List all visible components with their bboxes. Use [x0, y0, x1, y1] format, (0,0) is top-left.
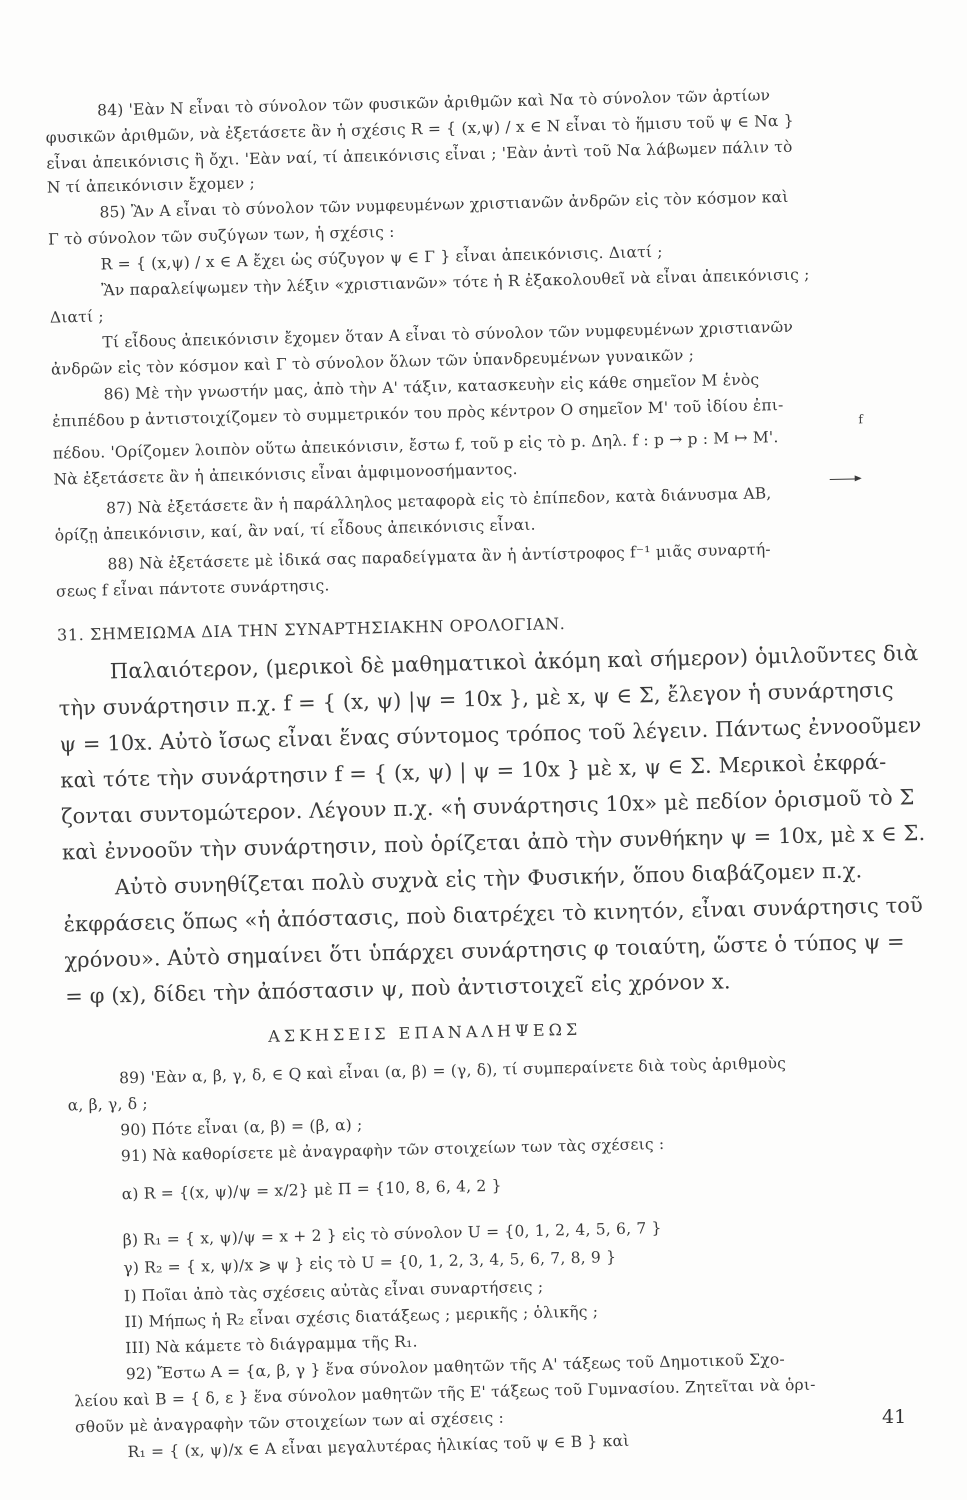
text-line: N τί ἀπεικόνισιν ἔχομεν ;: [46, 173, 256, 197]
text-line: φυσικῶν ἀριθμῶν, νὰ ἐξετάσετε ἂν ἡ σχέσις R = { (x,ψ) / x ∈ N εἶναι τὸ ἥμισυ τοῦ ψ ∈ Nα }: [45, 111, 794, 147]
text-line: Τί εἶδους ἀπεικόνισιν ἔχομεν ὅταν A εἶναι τὸ σύνολον τῶν νυμφευμένων χριστιανῶν: [102, 317, 794, 352]
section-heading: [57, 614, 566, 646]
exercise-line: λείου καὶ B = { δ, ε } ἕνα σύνολον μαθητῶν τῆς E' τάξεως τοῦ Γυμνασίου. Ζητεῖται νὰ ὁρι-: [74, 1375, 816, 1411]
text-line: Διατί ;: [49, 307, 104, 327]
paragraph-line: Παλαιότερον, (μερικοὶ δὲ μαθηματικοὶ ἀκόμη καὶ σήμερον) ὁμιλοῦντες διὰ: [109, 641, 919, 684]
exercise-line: R₁ = { (x, ψ)/x ∈ A εἶναι μεγαλυτέρας ἡλικίας τοῦ ψ ∈ B } καὶ: [127, 1431, 630, 1462]
paragraph-line: Αὐτὸ συνηθίζεται πολὺ συχνὰ εἰς τὴν Φυσικήν, ὅπου διαβάζομεν π.χ.: [114, 858, 863, 900]
exercise-line: 90) Πότε εἶναι (α, β) = (β, α) ;: [120, 1115, 363, 1140]
exercise-line: σθοῦν μὲ ἀναγραφὴν τῶν στοιχείων των αἱ σχέσεις :: [74, 1408, 505, 1437]
vector-arrow-icon: [830, 478, 860, 480]
text-line: ὁρίζῃ ἀπεικόνισιν, καί, ἂν ναί, τί εἶδους ἀπεικόνισις εἶναι.: [54, 515, 536, 545]
paragraph-line: τὴν συνάρτησιν π.χ. f = { (x, ψ) |ψ = 10x }, μὲ x, ψ ∈ Σ, ἔλεγον ἡ συνάρτησις: [58, 677, 894, 721]
exercise-line: 92) Ἔστω A = {α, β, γ } ἕνα σύνολον μαθητῶν τῆς A' τάξεως τοῦ Δημοτικοῦ Σχο-: [125, 1350, 786, 1384]
text-line: Γ τὸ σύνολον τῶν συζύγων των, ἡ σχέσις :: [47, 222, 395, 249]
text-line: 86) Μὲ τὴν γνωστήν μας, ἀπὸ τὴν A' τάξιν, κατασκευὴν εἰς κάθε σημεῖον M ἑνὸς: [103, 370, 760, 404]
paragraph-line: = φ (x), δίδει τὴν ἀπόστασιν ψ, ποὺ ἀντιστοιχεῖ εἰς χρόνον x.: [64, 969, 731, 1009]
exercises-heading: ΑΣΚΗΣΕΙΣ ΕΠΑΝΑΛΗΨΕΩΣ: [268, 1019, 582, 1046]
exercise-line: γ) R₂ = { x, ψ)/x ⩾ ψ } εἰς τὸ U = {0, 1, 2, 3, 4, 5, 6, 7, 8, 9 }: [123, 1248, 617, 1278]
text-line: ἀνδρῶν εἰς τὸν κόσμον καὶ Γ τὸ σύνολον ὅλων τῶν ὑπανδρευμένων γυναικῶν ;: [50, 346, 695, 379]
paragraph-line: ἐκφράσεις ὅπως «ἡ ἀπόστασις, ποὺ διατρέχει τὸ κινητόν, εἶναι συνάρτησις τοῦ: [63, 892, 924, 937]
text-line: πέδου. 'Ορίζομεν λοιπὸν οὕτω ἀπεικόνισιν, ἔστω f, τοῦ p εἰς τὸ p. Δηλ. f : p → p : M ↦ M'.: [52, 428, 779, 463]
paragraph-line: ζονται συντομώτερον. Λέγουν π.χ. «ἡ συνάρτησις 10x» μὲ πεδίον ὁρισμοῦ τὸ Σ: [60, 785, 915, 829]
text-line: 84) 'Εὰν N εἶναι τὸ σύνολον τῶν φυσικῶν ἀριθμῶν καὶ Nα τὸ σύνολον τῶν ἀρτίων: [96, 86, 771, 120]
exercise-line: α) R = {(x, ψ)/ψ = x/2} μὲ Π = {10, 8, 6, 4, 2 }: [121, 1176, 502, 1204]
text-line: R = { (x,ψ) / x ∈ A ἔχει ὡς σύζυγον ψ ∈ Γ } εἶναι ἀπεικόνισις. Διατί ;: [100, 242, 663, 274]
text-line: σεως f εἶναι πάντοτε συνάρτησις.: [55, 576, 330, 601]
exercise-line: β) R₁ = { x, ψ)/ψ = x + 2 } εἰς τὸ σύνολον U = {0, 1, 2, 4, 5, 6, 7 }: [122, 1219, 662, 1250]
section-title: ΣΗΜΕΙΩΜΑ ΔΙΑ ΤΗΝ ΣΥΝΑΡΤΗΣΙΑΚΗΝ ΟΡΟΛΟΓΙΑΝ.: [89, 614, 566, 644]
paragraph-line: χρόνου». Αὐτὸ σημαίνει ὅτι ὑπάρχει συνάρτησις φ τοιαύτη, ὥστε ὁ τύπος ψ =: [64, 929, 905, 973]
text-line: 87) Νὰ ἐξετάσετε ἂν ἡ παράλληλος μεταφορὰ εἰς τὸ ἐπίπεδον, κατὰ διάνυσμα AB,: [105, 484, 772, 518]
paragraph-line: ψ = 10x. Αὐτὸ ἴσως εἶναι ἕνας σύντομος τρόπος τοῦ λέγειν. Πάντως ἐννοοῦμεν: [59, 712, 922, 757]
text-line: 88) Νὰ ἐξετάσετε μὲ ἰδικά σας παραδείγματα ἂν ἡ ἀντίστροφος f⁻¹ μιᾶς συναρτή-: [107, 540, 771, 574]
text-line: ἐπιπέδου p ἀντιστοιχίζομεν τὸ συμμετρικόν του πρὸς κέντρον O σημεῖον M' τοῦ ἰδίου ἐπι-: [52, 396, 784, 431]
exercise-line: III) Νὰ κάμετε τὸ διάγραμμα τῆς R₁.: [125, 1332, 418, 1358]
text-line: εἶναι ἀπεικόνισις ἢ ὄχι. 'Εὰν ναί, τί ἀπεικόνισις εἶναι ; 'Εὰν ἀντὶ τοῦ Nα λάβωμεν πάλιν τὸ: [46, 137, 793, 173]
section-number: 31.: [56, 624, 85, 645]
paragraph-line: καὶ ἐννοοῦν τὴν συνάρτησιν, ποὺ ὁρίζεται ἀπὸ τὴν συνθήκην ψ = 10x, μὲ x ∈ Σ.: [61, 820, 926, 865]
exercise-line: I) Ποῖαι ἀπὸ τὰς σχέσεις αὐτὰς εἶναι συναρτήσεις ;: [123, 1277, 544, 1306]
exercise-line: 89) 'Εὰν α, β, γ, δ, ∈ Q καὶ εἶναι (α, β) = (γ, δ), τί συμπεραίνετε διὰ τοὺς ἀριθμοὺς: [118, 1054, 787, 1088]
text-line: Νὰ ἐξετάσετε ἂν ἡ ἀπεικόνισις εἶναι ἀμφιμονοσήμαντος.: [53, 460, 518, 489]
text-line: Ἂν παραλείψωμεν τὴν λέξιν «χριστιανῶν» τότε ἡ R ἐξακολουθεῖ νὰ εἶναι ἀπεικόνισις ;: [101, 265, 810, 300]
paragraph-line: καὶ τότε τὴν συνάρτησιν f = { (x, ψ) | ψ = 10x } μὲ x, ψ ∈ Σ. Μερικοὶ ἐκφρά-: [60, 749, 887, 793]
exercise-line: II) Μήπως ἡ R₂ εἶναι σχέσις διατάξεως ; μερικῆς ; ὁλικῆς ;: [124, 1302, 599, 1332]
text-line: 85) Ἂν A εἶναι τὸ σύνολον τῶν νυμφευμένων χριστιανῶν ἀνδρῶν εἰς τὸν κόσμον καὶ: [99, 187, 789, 222]
exercise-line: 91) Νὰ καθορίσετε μὲ ἀναγραφὴν τῶν στοιχείων των τὰς σχέσεις :: [120, 1134, 665, 1166]
exercise-line: α, β, γ, δ ;: [67, 1094, 149, 1115]
page-number: 41: [882, 1406, 907, 1428]
f-label: f: [858, 412, 864, 427]
